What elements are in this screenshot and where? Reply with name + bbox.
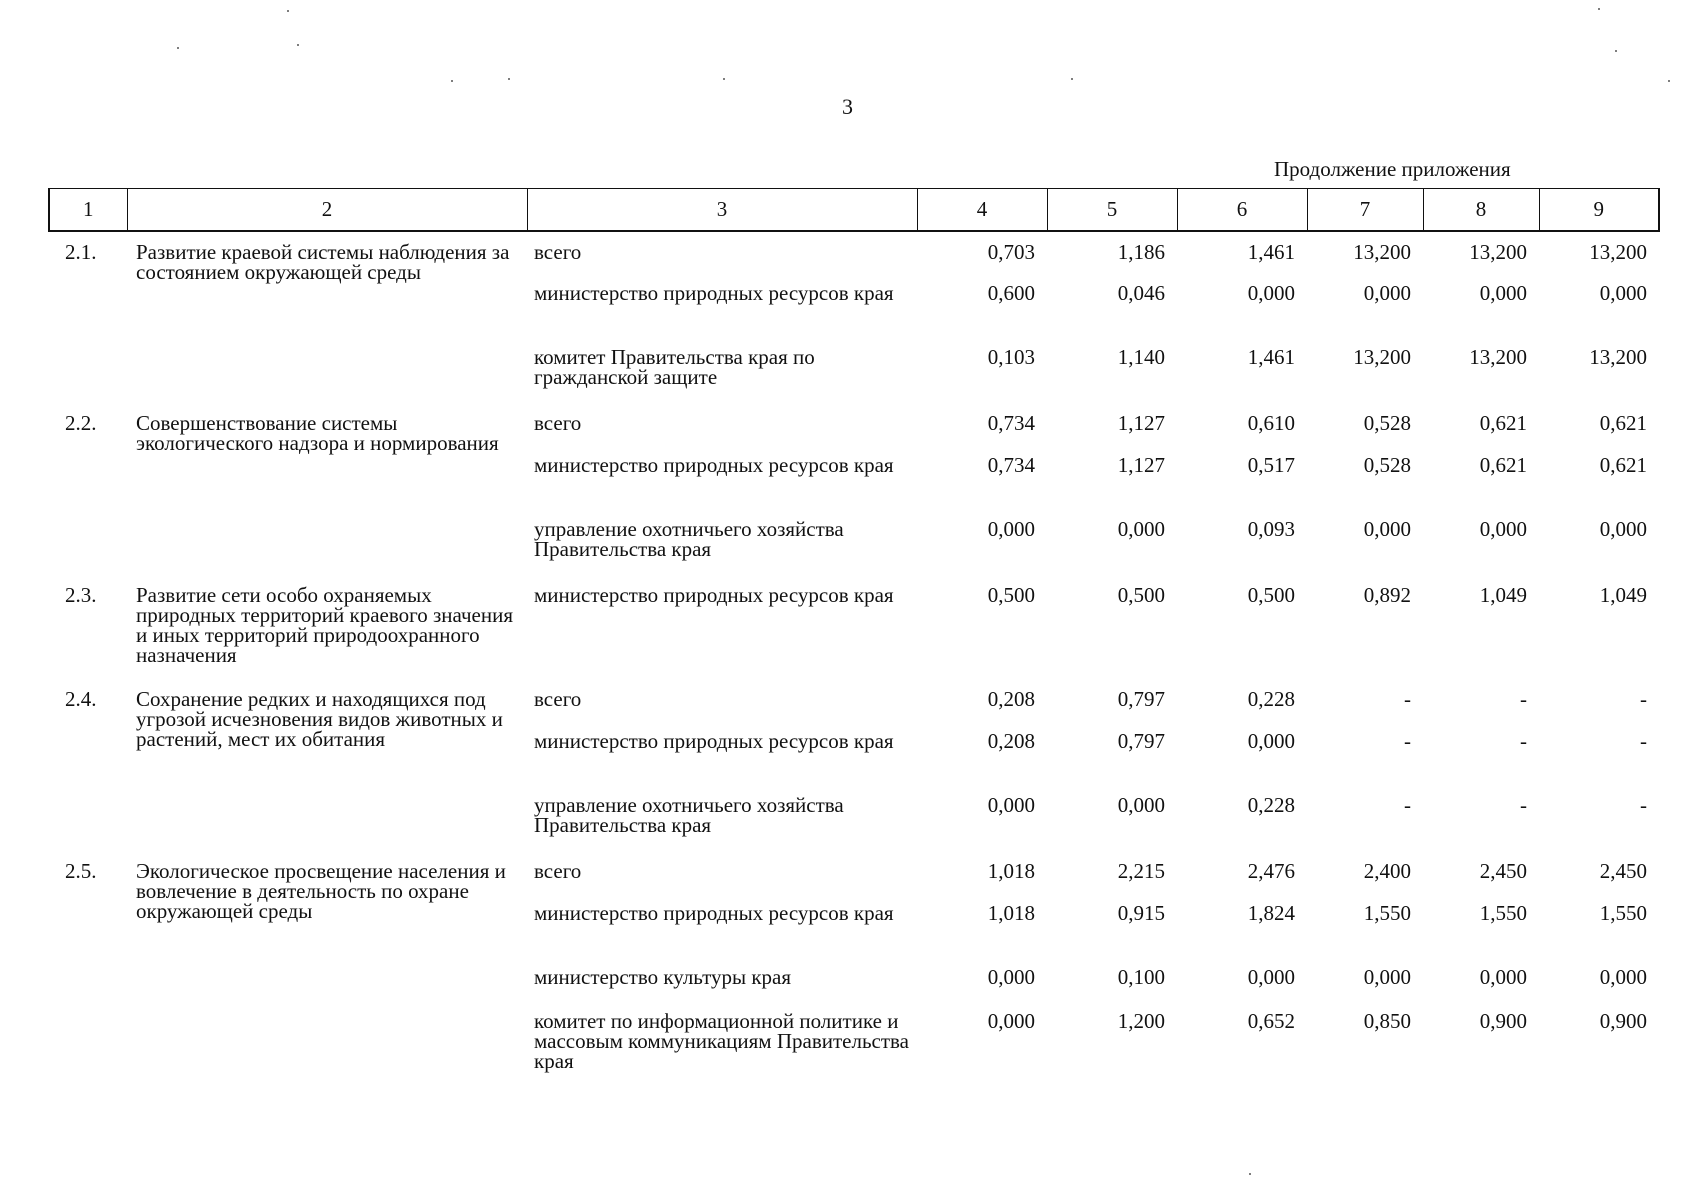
value-cell: 0,621 [1479, 411, 1527, 435]
value-cell: 1,550 [1599, 901, 1647, 925]
value-cell: - [1520, 793, 1527, 817]
value-cell: 0,703 [987, 240, 1035, 264]
value-cell: 0,528 [1363, 453, 1411, 477]
value-cell: 1,824 [1247, 901, 1295, 925]
table-row [49, 851, 1659, 895]
value-cell: 0,000 [1247, 729, 1295, 753]
value-cell: 0,517 [1247, 453, 1295, 477]
value-cell: 13,200 [1589, 345, 1647, 369]
item-number: 2.1. [65, 240, 97, 264]
value-cell: 13,200 [1589, 240, 1647, 264]
header-cell: 6 [1177, 189, 1307, 232]
value-cell: - [1640, 793, 1647, 817]
item-number: 2.3. [65, 583, 97, 607]
value-cell: 0,000 [1479, 281, 1527, 305]
value-cell: 0,000 [987, 517, 1035, 541]
scan-speck [297, 44, 299, 46]
header-cell: 4 [917, 189, 1047, 232]
value-cell: 0,000 [1599, 965, 1647, 989]
funding-source: министерство природных ресурсов края [534, 281, 894, 305]
value-cell: 0,797 [1117, 687, 1165, 711]
scan-speck [723, 78, 725, 80]
value-cell: 1,018 [987, 859, 1035, 883]
value-cell: 1,140 [1117, 345, 1165, 369]
value-cell: 0,900 [1479, 1009, 1527, 1033]
value-cell: - [1404, 729, 1411, 753]
continuation-label: Продолжение приложения [1274, 157, 1511, 181]
value-cell: 1,186 [1117, 240, 1165, 264]
value-cell: 0,797 [1117, 729, 1165, 753]
item-title: Сохранение редких и находящихся под угрозой исчезновения видов животных и растений, мест их обитания [136, 687, 503, 751]
funding-source: министерство природных ресурсов края [534, 583, 894, 607]
value-cell: 0,900 [1599, 1009, 1647, 1033]
value-cell: 0,000 [1247, 965, 1295, 989]
scan-speck [177, 47, 179, 49]
value-cell: 0,610 [1247, 411, 1295, 435]
value-cell: 0,000 [987, 1009, 1035, 1033]
value-cell: 0,103 [987, 345, 1035, 369]
value-cell: - [1520, 729, 1527, 753]
item-number: 2.2. [65, 411, 97, 435]
value-cell: 0,000 [1479, 965, 1527, 989]
header-cell: 2 [127, 189, 527, 232]
value-cell: 0,600 [987, 281, 1035, 305]
funding-source: министерство культуры края [534, 965, 792, 989]
value-cell: 1,461 [1247, 345, 1295, 369]
value-cell: 0,621 [1479, 453, 1527, 477]
value-cell: 0,000 [1363, 281, 1411, 305]
value-cell: 0,000 [1117, 793, 1165, 817]
scan-speck [1615, 50, 1617, 52]
value-cell: 0,100 [1117, 965, 1165, 989]
funding-source: всего [534, 687, 582, 711]
appendix-table [48, 188, 1660, 1071]
value-cell: 0,500 [1247, 583, 1295, 607]
item-title: Экологическое просвещение населения и вовлечение в деятельность по охране окружающей среды [136, 859, 506, 923]
funding-source: управление охотничьего хозяйства Правительства края [534, 793, 844, 837]
value-cell: 2,215 [1117, 859, 1165, 883]
value-cell: 1,550 [1479, 901, 1527, 925]
scan-speck [1668, 80, 1670, 82]
value-cell: 0,915 [1117, 901, 1165, 925]
value-cell: 2,400 [1363, 859, 1411, 883]
funding-source: комитет по информационной политике и массовым коммуникациям Правительства края [534, 1009, 909, 1073]
table-row [49, 679, 1659, 723]
value-cell: 0,000 [1479, 517, 1527, 541]
header-cell: 1 [49, 189, 127, 232]
value-cell: 0,000 [1117, 517, 1165, 541]
value-cell: 1,461 [1247, 240, 1295, 264]
value-cell: 1,127 [1117, 411, 1165, 435]
scan-speck [287, 10, 289, 12]
value-cell: 2,450 [1479, 859, 1527, 883]
table-row [49, 575, 1659, 679]
value-cell: 0,850 [1363, 1009, 1411, 1033]
value-cell: 0,734 [987, 411, 1035, 435]
value-cell: 0,208 [987, 687, 1035, 711]
value-cell: 0,000 [1363, 517, 1411, 541]
header-cell: 9 [1539, 189, 1659, 232]
funding-source: всего [534, 859, 582, 883]
value-cell: 1,200 [1117, 1009, 1165, 1033]
value-cell: 1,049 [1599, 583, 1647, 607]
value-cell: 0,000 [987, 965, 1035, 989]
value-cell: 0,500 [987, 583, 1035, 607]
value-cell: 13,200 [1353, 345, 1411, 369]
value-cell: 1,018 [987, 901, 1035, 925]
value-cell: 13,200 [1469, 240, 1527, 264]
header-cell: 8 [1423, 189, 1539, 232]
value-cell: 1,049 [1479, 583, 1527, 607]
scan-speck [508, 78, 510, 80]
value-cell: 0,000 [987, 793, 1035, 817]
value-cell: 0,228 [1247, 793, 1295, 817]
value-cell: 0,892 [1363, 583, 1411, 607]
value-cell: 0,652 [1247, 1009, 1295, 1033]
value-cell: 0,621 [1599, 453, 1647, 477]
funding-source: всего [534, 411, 582, 435]
header-cell: 3 [527, 189, 917, 232]
value-cell: 0,000 [1247, 281, 1295, 305]
header-row [49, 189, 1659, 232]
scan-speck [1598, 8, 1600, 10]
funding-source: всего [534, 240, 582, 264]
value-cell: 0,734 [987, 453, 1035, 477]
value-cell: 0,046 [1117, 281, 1165, 305]
header-cell: 7 [1307, 189, 1423, 232]
item-title: Совершенствование системы экологического надзора и нормирования [136, 411, 499, 455]
funding-source: министерство природных ресурсов края [534, 901, 894, 925]
value-cell: - [1404, 687, 1411, 711]
value-cell: 0,621 [1599, 411, 1647, 435]
value-cell: 2,450 [1599, 859, 1647, 883]
value-cell: 0,528 [1363, 411, 1411, 435]
value-cell: 0,228 [1247, 687, 1295, 711]
value-cell: 0,000 [1363, 965, 1411, 989]
funding-source: министерство природных ресурсов края [534, 453, 894, 477]
value-cell: 1,127 [1117, 453, 1165, 477]
value-cell: - [1640, 729, 1647, 753]
funding-source: управление охотничьего хозяйства Правительства края [534, 517, 844, 561]
item-title: Развитие сети особо охраняемых природных территорий краевого значения и иных территорий природоохранного назначения [136, 583, 514, 667]
value-cell: 0,500 [1117, 583, 1165, 607]
funding-source: комитет Правительства края по гражданской защите [534, 345, 815, 389]
value-cell: 0,208 [987, 729, 1035, 753]
scan-speck [1071, 78, 1073, 80]
header-cell: 5 [1047, 189, 1177, 232]
value-cell: - [1404, 793, 1411, 817]
item-number: 2.4. [65, 687, 97, 711]
value-cell: 13,200 [1353, 240, 1411, 264]
value-cell: 0,000 [1599, 281, 1647, 305]
table-body [49, 231, 1659, 1071]
value-cell: 1,550 [1363, 901, 1411, 925]
value-cell: 0,000 [1599, 517, 1647, 541]
funding-source: министерство природных ресурсов края [534, 729, 894, 753]
scan-speck [451, 80, 453, 82]
page-number: 3 [842, 94, 853, 119]
value-cell: 2,476 [1247, 859, 1295, 883]
value-cell: - [1520, 687, 1527, 711]
value-cell: 13,200 [1469, 345, 1527, 369]
value-cell: - [1640, 687, 1647, 711]
scan-speck [1249, 1173, 1251, 1175]
table-row [49, 403, 1659, 447]
table-row [49, 231, 1659, 275]
value-cell: 0,093 [1247, 517, 1295, 541]
item-title: Развитие краевой системы наблюдения за состоянием окружающей среды [136, 240, 510, 284]
item-number: 2.5. [65, 859, 97, 883]
